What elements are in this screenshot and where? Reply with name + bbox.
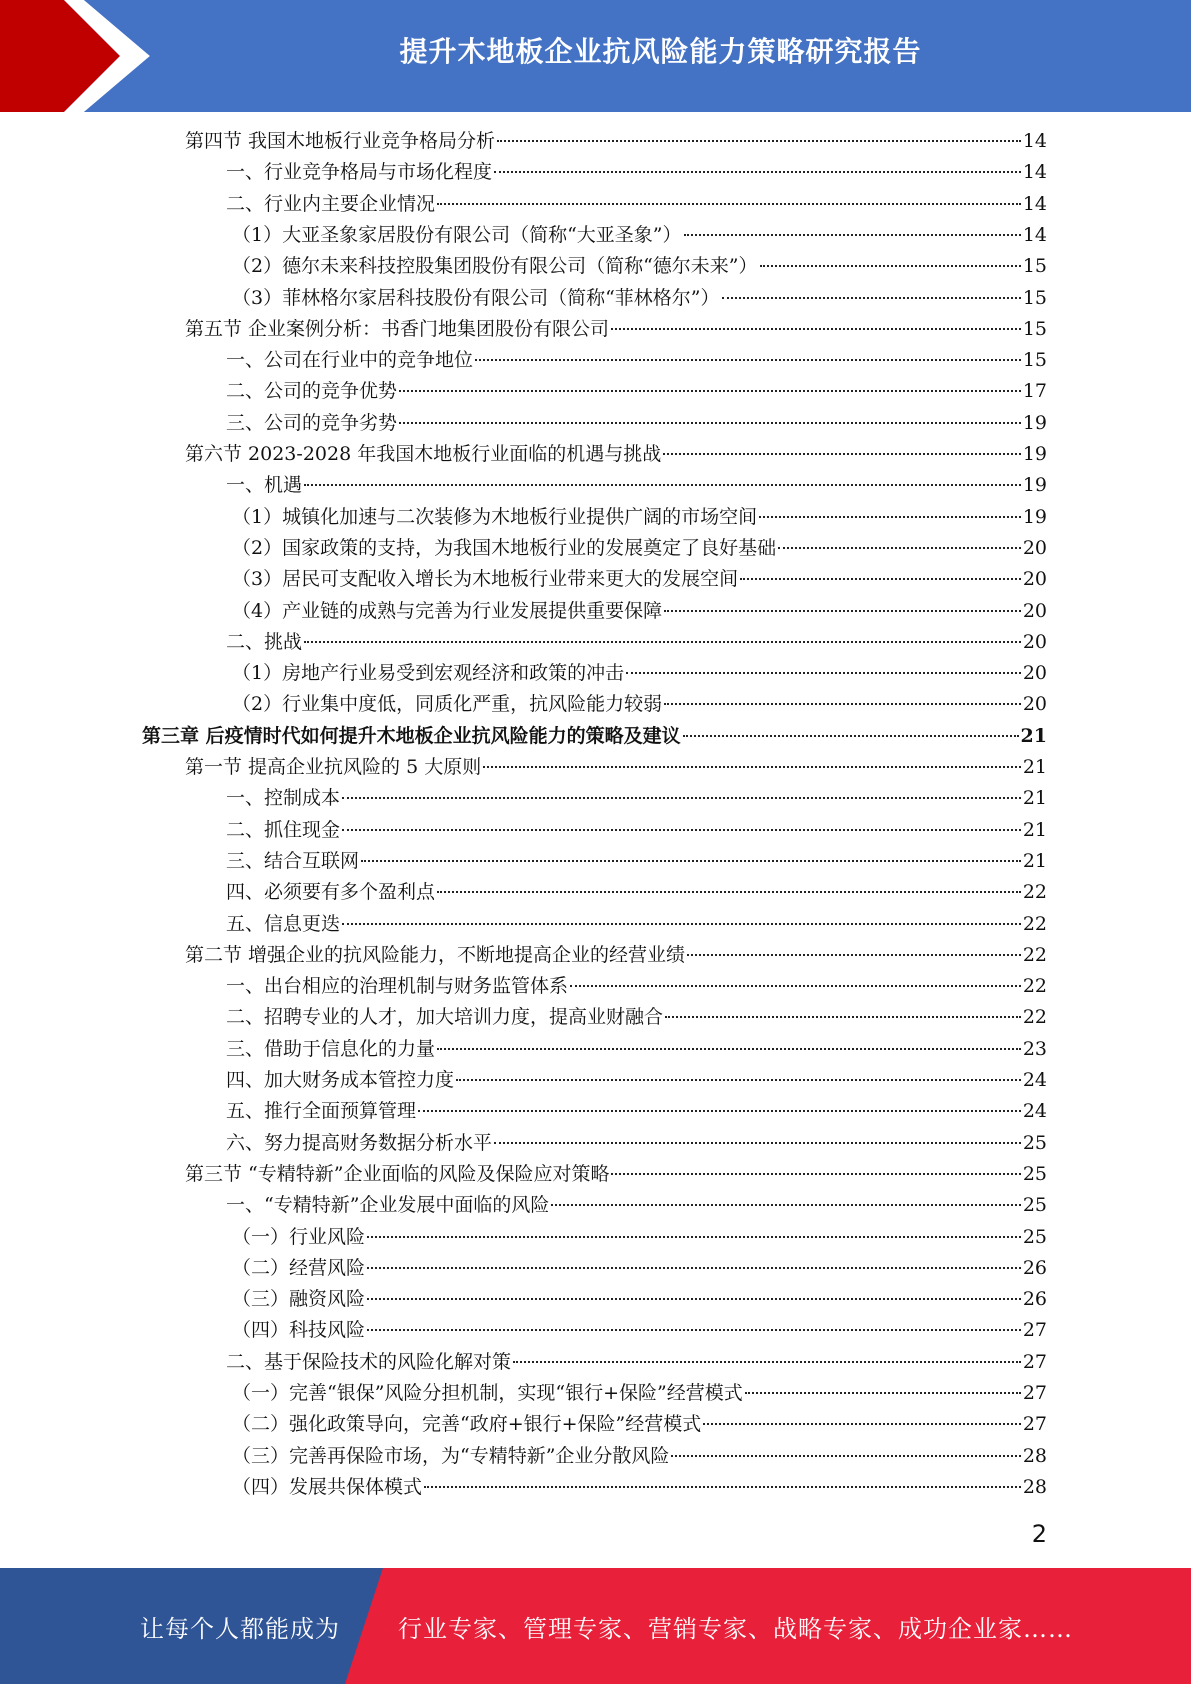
toc-entry[interactable] bbox=[226, 1036, 1047, 1062]
toc-entry-page: 22 bbox=[1022, 975, 1047, 997]
toc-entry[interactable] bbox=[185, 128, 1047, 154]
toc-entry-page: 14 bbox=[1022, 161, 1047, 183]
toc-entry[interactable] bbox=[232, 566, 1047, 592]
toc-leader-dots bbox=[611, 328, 1021, 330]
toc-entry-title: （一）完善“银保”风险分担机制，实现“银行+保险”经营模式 bbox=[232, 1382, 743, 1404]
toc-entry[interactable] bbox=[226, 1067, 1047, 1093]
toc-leader-dots bbox=[664, 703, 1021, 705]
footer-slogan-left: 让每个人都能成为 bbox=[140, 1614, 340, 1643]
toc-entry-page: 15 bbox=[1022, 349, 1047, 371]
toc-entry-title: （2）行业集中度低，同质化严重，抗风险能力较弱 bbox=[232, 693, 663, 715]
toc-entry[interactable] bbox=[232, 1286, 1047, 1312]
toc-entry[interactable] bbox=[226, 1349, 1047, 1375]
toc-entry-page: 19 bbox=[1022, 474, 1047, 496]
toc-leader-dots bbox=[456, 1079, 1021, 1081]
toc-entry-title: 第三章 后疫情时代如何提升木地板企业抗风险能力的策略及建议 bbox=[142, 725, 681, 747]
page-header bbox=[0, 0, 1191, 112]
toc-entry[interactable] bbox=[226, 1098, 1047, 1124]
page-number: 2 bbox=[1031, 1520, 1047, 1548]
toc-entry-title: 一、“专精特新”企业发展中面临的风险 bbox=[226, 1194, 550, 1216]
toc-leader-dots bbox=[483, 766, 1021, 768]
toc-entry-page: 23 bbox=[1022, 1038, 1047, 1060]
toc-entry-title: （3）菲林格尔家居科技股份有限公司（简称“菲林格尔”） bbox=[232, 287, 720, 309]
toc-entry-title: （1）城镇化加速与二次装修为木地板行业提供广阔的市场空间 bbox=[232, 506, 758, 528]
toc-leader-dots bbox=[663, 453, 1021, 455]
toc-entry-page: 27 bbox=[1022, 1413, 1047, 1435]
toc-entry[interactable] bbox=[226, 1130, 1047, 1156]
toc-leader-dots bbox=[745, 1392, 1021, 1394]
toc-leader-dots bbox=[437, 203, 1021, 205]
toc-entry-page: 14 bbox=[1022, 224, 1047, 246]
toc-entry[interactable] bbox=[232, 535, 1047, 561]
toc-entry-page: 25 bbox=[1022, 1194, 1047, 1216]
toc-entry-page: 25 bbox=[1022, 1226, 1047, 1248]
toc-entry-page: 25 bbox=[1022, 1163, 1047, 1185]
toc-entry-title: 二、基于保险技术的风险化解对策 bbox=[226, 1351, 512, 1373]
toc-entry[interactable] bbox=[185, 754, 1047, 780]
toc-entry-page: 20 bbox=[1022, 631, 1047, 653]
toc-leader-dots bbox=[342, 829, 1021, 831]
toc-leader-dots bbox=[778, 547, 1021, 549]
toc-entry-title: 三、结合互联网 bbox=[226, 850, 360, 872]
toc-entry[interactable] bbox=[226, 347, 1047, 373]
toc-leader-dots bbox=[361, 860, 1021, 862]
toc-leader-dots bbox=[759, 516, 1021, 518]
toc-entry-title: 二、挑战 bbox=[226, 631, 303, 653]
toc-entry[interactable] bbox=[185, 942, 1047, 968]
toc-leader-dots bbox=[367, 1236, 1021, 1238]
toc-entry[interactable] bbox=[232, 1380, 1047, 1406]
toc-leader-dots bbox=[703, 1423, 1021, 1425]
toc-entry-page: 19 bbox=[1022, 443, 1047, 465]
toc-entry-page: 15 bbox=[1022, 255, 1047, 277]
toc-leader-dots bbox=[570, 985, 1021, 987]
toc-entry-title: （四）发展共保体模式 bbox=[232, 1476, 423, 1498]
toc-entry-page: 14 bbox=[1022, 193, 1047, 215]
toc-entry[interactable] bbox=[226, 817, 1047, 843]
toc-entry[interactable] bbox=[232, 691, 1047, 717]
toc-entry-page: 17 bbox=[1022, 380, 1047, 402]
toc-entry[interactable] bbox=[232, 253, 1047, 279]
toc-leader-dots bbox=[551, 1204, 1020, 1206]
toc-entry[interactable] bbox=[226, 159, 1047, 185]
toc-entry-page: 28 bbox=[1022, 1445, 1047, 1467]
toc-leader-dots bbox=[497, 140, 1021, 142]
toc-entry-title: （1）房地产行业易受到宏观经济和政策的冲击 bbox=[232, 662, 625, 684]
toc-entry-title: （3）居民可支配收入增长为木地板行业带来更大的发展空间 bbox=[232, 568, 739, 590]
toc-entry-page: 21 bbox=[1020, 725, 1047, 747]
toc-entry[interactable] bbox=[232, 598, 1047, 624]
toc-entry-page: 22 bbox=[1022, 1006, 1047, 1028]
toc-entry[interactable] bbox=[226, 191, 1047, 217]
toc-leader-dots bbox=[494, 1142, 1021, 1144]
toc-leader-dots bbox=[437, 891, 1021, 893]
toc-entry[interactable] bbox=[142, 723, 1047, 749]
toc-entry-title: 第一节 提高企业抗风险的 5 大原则 bbox=[185, 756, 482, 778]
toc-entry-title: 二、招聘专业的人才，加大培训力度，提高业财融合 bbox=[226, 1006, 664, 1028]
toc-leader-dots bbox=[611, 1173, 1020, 1175]
toc-entry[interactable] bbox=[185, 441, 1047, 467]
footer-slogan-right: 行业专家、管理专家、营销专家、战略专家、成功企业家…… bbox=[398, 1614, 1073, 1643]
toc-entry-title: 二、公司的竞争优势 bbox=[226, 380, 398, 402]
toc-leader-dots bbox=[424, 1486, 1021, 1488]
toc-leader-dots bbox=[367, 1298, 1021, 1300]
toc-leader-dots bbox=[683, 735, 1019, 737]
toc-entry[interactable] bbox=[232, 1443, 1047, 1469]
toc-entry-title: 五、信息更迭 bbox=[226, 913, 341, 935]
toc-entry-page: 25 bbox=[1022, 1132, 1047, 1154]
toc-entry[interactable] bbox=[226, 973, 1047, 999]
toc-entry-page: 28 bbox=[1022, 1476, 1047, 1498]
toc-leader-dots bbox=[684, 234, 1021, 236]
toc-leader-dots bbox=[399, 390, 1021, 392]
toc-entry-title: （2）国家政策的支持，为我国木地板行业的发展奠定了良好基础 bbox=[232, 537, 777, 559]
toc-leader-dots bbox=[626, 672, 1021, 674]
toc-entry[interactable] bbox=[232, 285, 1047, 311]
toc-entry[interactable] bbox=[232, 1411, 1047, 1437]
toc-entry-title: 二、抓住现金 bbox=[226, 819, 341, 841]
toc-leader-dots bbox=[418, 1110, 1021, 1112]
toc-entry-page: 24 bbox=[1022, 1069, 1047, 1091]
toc-entry-title: 第四节 我国木地板行业竞争格局分析 bbox=[185, 130, 496, 152]
toc-leader-dots bbox=[304, 484, 1021, 486]
toc-entry-page: 15 bbox=[1022, 287, 1047, 309]
toc-entry-page: 21 bbox=[1022, 756, 1047, 778]
toc-entry[interactable] bbox=[232, 222, 1047, 248]
toc-leader-dots bbox=[665, 1016, 1021, 1018]
toc-entry[interactable] bbox=[226, 1004, 1047, 1030]
toc-entry-title: 二、行业内主要企业情况 bbox=[226, 193, 436, 215]
toc-leader-dots bbox=[475, 359, 1021, 361]
toc-entry-page: 22 bbox=[1022, 881, 1047, 903]
toc-entry[interactable] bbox=[226, 472, 1047, 498]
toc-entry[interactable] bbox=[226, 848, 1047, 874]
toc-entry-title: 一、公司在行业中的竞争地位 bbox=[226, 349, 474, 371]
toc-entry-page: 21 bbox=[1022, 819, 1047, 841]
toc-entry-page: 20 bbox=[1022, 537, 1047, 559]
toc-entry-title: （四）科技风险 bbox=[232, 1319, 366, 1341]
toc-leader-dots bbox=[342, 797, 1021, 799]
toc-entry-page: 26 bbox=[1022, 1288, 1047, 1310]
toc-entry[interactable] bbox=[185, 1161, 1047, 1187]
toc-leader-dots bbox=[671, 1455, 1020, 1457]
toc-entry-page: 20 bbox=[1022, 693, 1047, 715]
toc-entry-title: （三）完善再保险市场，为“专精特新”企业分散风险 bbox=[232, 1445, 670, 1467]
toc-entry[interactable] bbox=[232, 660, 1047, 686]
toc-leader-dots bbox=[494, 171, 1021, 173]
header-chevron-decoration bbox=[0, 0, 160, 112]
toc-entry[interactable] bbox=[232, 1474, 1047, 1500]
toc-entry[interactable] bbox=[226, 629, 1047, 655]
toc-entry-page: 27 bbox=[1022, 1351, 1047, 1373]
toc-entry-page: 20 bbox=[1022, 600, 1047, 622]
toc-leader-dots bbox=[740, 578, 1021, 580]
toc-entry-title: （2）德尔未来科技控股集团股份有限公司（简称“德尔未来”） bbox=[232, 255, 758, 277]
toc-entry-page: 20 bbox=[1022, 568, 1047, 590]
page-footer bbox=[0, 1568, 1191, 1684]
toc-entry-title: 六、努力提高财务数据分析水平 bbox=[226, 1132, 493, 1154]
toc-leader-dots bbox=[342, 923, 1021, 925]
toc-leader-dots bbox=[399, 422, 1021, 424]
toc-leader-dots bbox=[513, 1361, 1021, 1363]
toc-entry-title: （二）经营风险 bbox=[232, 1257, 366, 1279]
toc-entry-page: 24 bbox=[1022, 1100, 1047, 1122]
toc-entry-title: 一、控制成本 bbox=[226, 787, 341, 809]
toc-entry-page: 21 bbox=[1022, 850, 1047, 872]
toc-leader-dots bbox=[687, 954, 1021, 956]
toc-entry[interactable] bbox=[232, 1224, 1047, 1250]
toc-leader-dots bbox=[437, 1048, 1021, 1050]
toc-entry[interactable] bbox=[226, 879, 1047, 905]
toc-entry-title: （一）行业风险 bbox=[232, 1226, 366, 1248]
toc-entry-title: 第五节 企业案例分析：书香门地集团股份有限公司 bbox=[185, 318, 610, 340]
toc-entry-title: （二）强化政策导向，完善“政府+银行+保险”经营模式 bbox=[232, 1413, 702, 1435]
toc-leader-dots bbox=[304, 641, 1021, 643]
toc-entry-title: （三）融资风险 bbox=[232, 1288, 366, 1310]
toc-entry-page: 22 bbox=[1022, 944, 1047, 966]
toc-entry-page: 15 bbox=[1022, 318, 1047, 340]
document-title: 提升木地板企业抗风险能力策略研究报告 bbox=[399, 35, 922, 68]
toc-entry[interactable] bbox=[226, 785, 1047, 811]
toc-entry-title: 第二节 增强企业的抗风险能力，不断地提高企业的经营业绩 bbox=[185, 944, 686, 966]
toc-entry[interactable] bbox=[232, 504, 1047, 530]
toc-entry-page: 27 bbox=[1022, 1382, 1047, 1404]
toc-leader-dots bbox=[367, 1267, 1021, 1269]
toc-entry-page: 27 bbox=[1022, 1319, 1047, 1341]
toc-entry-title: 四、必须要有多个盈利点 bbox=[226, 881, 436, 903]
toc-leader-dots bbox=[367, 1329, 1021, 1331]
toc-entry-page: 14 bbox=[1022, 130, 1047, 152]
toc-leader-dots bbox=[760, 265, 1021, 267]
toc-entry-title: 四、加大财务成本管控力度 bbox=[226, 1069, 455, 1091]
toc-entry-page: 21 bbox=[1022, 787, 1047, 809]
toc-leader-dots bbox=[722, 297, 1021, 299]
toc-entry[interactable] bbox=[226, 378, 1047, 404]
toc-entry-title: 三、公司的竞争劣势 bbox=[226, 412, 398, 434]
toc-entry-page: 22 bbox=[1022, 913, 1047, 935]
toc-entry[interactable] bbox=[185, 316, 1047, 342]
toc-entry-title: 一、机遇 bbox=[226, 474, 303, 496]
toc-entry[interactable] bbox=[226, 911, 1047, 937]
toc-entry-title: 一、行业竞争格局与市场化程度 bbox=[226, 161, 493, 183]
toc-entry-page: 26 bbox=[1022, 1257, 1047, 1279]
toc-entry-title: 一、出台相应的治理机制与财务监管体系 bbox=[226, 975, 569, 997]
toc-entry-title: （4）产业链的成熟与完善为行业发展提供重要保障 bbox=[232, 600, 663, 622]
toc-entry-title: 第六节 2023-2028 年我国木地板行业面临的机遇与挑战 bbox=[185, 443, 662, 465]
toc-entry[interactable] bbox=[232, 1317, 1047, 1343]
toc-leader-dots bbox=[664, 610, 1021, 612]
toc-entry-title: 三、借助于信息化的力量 bbox=[226, 1038, 436, 1060]
toc-entry-title: （1）大亚圣象家居股份有限公司（简称“大亚圣象”） bbox=[232, 224, 682, 246]
toc-entry-page: 19 bbox=[1022, 506, 1047, 528]
toc-entry[interactable] bbox=[232, 1255, 1047, 1281]
toc-entry-page: 20 bbox=[1022, 662, 1047, 684]
toc-entry[interactable] bbox=[226, 410, 1047, 436]
toc-entry-page: 19 bbox=[1022, 412, 1047, 434]
toc-entry-title: 五、推行全面预算管理 bbox=[226, 1100, 417, 1122]
toc-entry-title: 第三节 “专精特新”企业面临的风险及保险应对策略 bbox=[185, 1163, 610, 1185]
toc-entry[interactable] bbox=[226, 1192, 1047, 1218]
